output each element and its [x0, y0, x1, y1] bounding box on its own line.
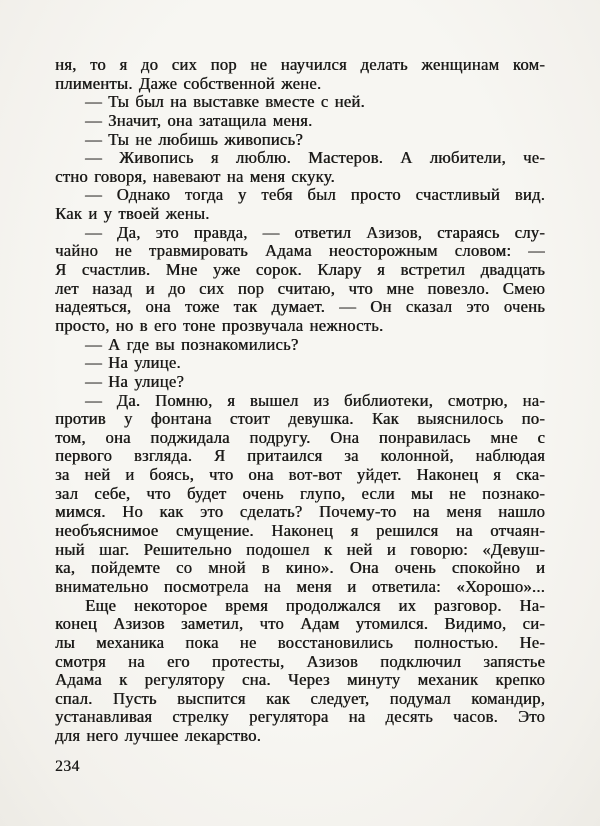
- text-line: — Да. Помню, я вышел из библиотеки, смотрю, на-: [85, 391, 545, 410]
- paragraph: [55, 93, 545, 112]
- text-line: устанавливая стрелку регулятора на десять часов. Это: [55, 708, 545, 727]
- text-line: ный шаг. Решительно подошел к ней и говорю: «Девуш-: [55, 540, 545, 559]
- text-line: Как и у твоей жены.: [55, 205, 210, 224]
- paragraph: [55, 392, 545, 597]
- text-line: — На улице.: [85, 354, 181, 373]
- text-line: Я счастлив. Мне уже сорок. Клару я встретил двадцать: [55, 261, 545, 280]
- text-line: спал. Пусть выспится как следует, подумал командир,: [55, 689, 545, 708]
- text-line: Адама к регулятору сна. Через минуту механик крепко: [55, 671, 545, 690]
- text-line: мимся. Но как это сделать? Почему-то на меня нашло: [55, 503, 545, 522]
- text-line: надеяться, она тоже так думает. — Он сказал это очень: [55, 298, 545, 317]
- text-line: смотря на его протесты, Азизов подключил запястье: [55, 652, 545, 671]
- text-line: ка, пойдемте со мной в кино». Она очень спокойно и: [55, 559, 545, 578]
- paragraph: [55, 373, 545, 392]
- text-line: лы механика пока не восстановились полностью. Не-: [55, 633, 545, 652]
- text-line: — Да, это правда, — ответил Азизов, стараясь слу-: [85, 223, 545, 242]
- text-line: конец Азизов заметил, что Адам утомился. Видимо, си-: [55, 615, 545, 634]
- text-line: чайно не травмировать Адама неосторожным словом: —: [55, 242, 545, 261]
- paragraph: [55, 224, 545, 336]
- text-line: стно говоря, навевают на меня скуку.: [55, 167, 335, 186]
- text-line: для него лучшее лекарство.: [55, 727, 261, 746]
- paragraph: [55, 597, 545, 746]
- text-line: внимательно посмотрела на меня и ответила: «Хорошо»...: [55, 577, 545, 596]
- text-line: — Однако тогда у тебя был просто счастливый вид.: [85, 186, 545, 205]
- text-line: первого взгляда. Я притаился за колонной, наблюдая: [55, 447, 545, 466]
- paragraph: [55, 149, 545, 186]
- paragraph: [55, 354, 545, 373]
- text-line: том, она поджидала подругу. Она понравилась мне с: [55, 428, 545, 447]
- text-line: — Ты не любишь живопись?: [85, 130, 303, 149]
- text-line: — Живопись я люблю. Мастеров. А любители, че-: [85, 149, 545, 168]
- text-line: необъяснимое смущение. Наконец я решился на отчаян-: [55, 522, 545, 541]
- text-line: — Значит, она затащила меня.: [85, 111, 313, 130]
- text-line: Еще некоторое время продолжался их разговор. На-: [85, 596, 545, 615]
- text-line: лет назад и до сих пор считаю, что мне повезло. Смею: [55, 279, 545, 298]
- paragraph: [55, 336, 545, 355]
- paragraph: [55, 56, 545, 93]
- paragraph: [55, 186, 545, 223]
- text-line: ня, то я до сих пор не научился делать женщинам ком-: [55, 56, 545, 74]
- text-line: — Ты был на выставке вместе с ней.: [85, 93, 365, 112]
- paragraph: [55, 112, 545, 131]
- text-line: — А где вы познакомились?: [85, 335, 299, 354]
- page-text: [55, 56, 545, 746]
- text-line: против у фонтана стоит девушка. Как выяснилось по-: [55, 410, 545, 429]
- text-line: — На улице?: [85, 372, 184, 391]
- text-line: плименты. Даже собственной жене.: [55, 74, 322, 93]
- paragraph: [55, 131, 545, 150]
- text-line: за ней и боясь, что она вот-вот уйдет. Наконец я ска-: [55, 466, 545, 485]
- text-line: просто, но в его тоне прозвучала нежность.: [55, 316, 384, 335]
- text-line: зал себе, что будет очень глупо, если мы не познако-: [55, 484, 545, 503]
- page-number: 234: [55, 758, 80, 775]
